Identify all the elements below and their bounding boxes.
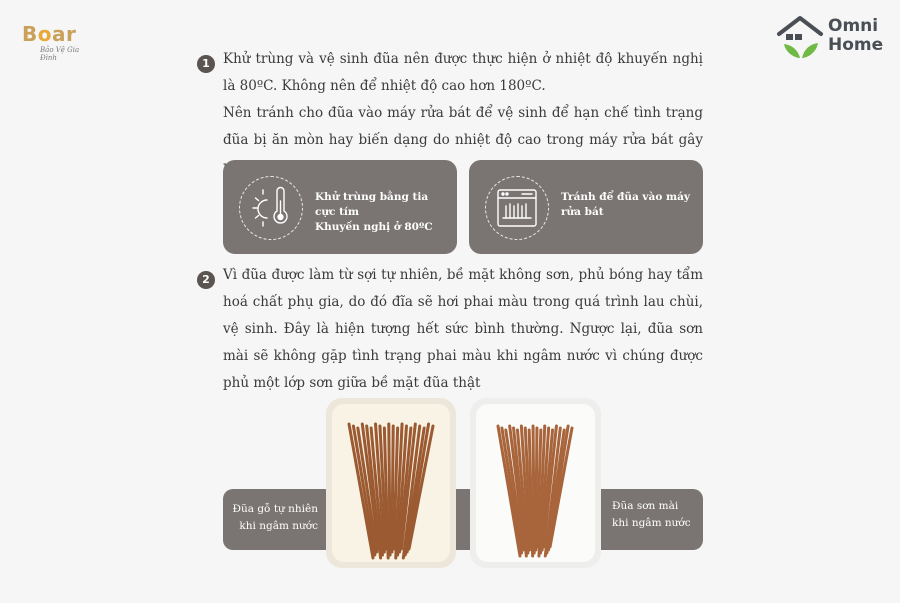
bear-tagline: Bảo Vệ Gia Đình — [40, 46, 80, 62]
bear-logo — [20, 22, 90, 64]
omni-home-logo — [776, 14, 888, 60]
dishwasher-card-text: Tránh để đũa vào máy rửa bát — [561, 191, 690, 218]
uv-card-text: Khử trùng bằng tia cực tím Khuyến nghị ở 80ºC — [315, 191, 433, 233]
chopstick — [389, 424, 390, 555]
house-leaf-icon — [776, 14, 826, 60]
dishwasher-icon — [485, 176, 549, 240]
uv-thermometer-icon — [239, 176, 303, 240]
bear-wordmark: Boar — [22, 22, 77, 46]
step-2-badge: 2 — [197, 271, 215, 289]
dishwasher-card — [469, 160, 703, 254]
section-1-text-2: Nên tránh cho đũa vào máy rửa bát để vệ sinh để hạn chế tình trạng đũa bị ăn mòn hay biến dạng do nhiệt độ cao trong máy rửa bát gây — [223, 105, 703, 148]
natural-chopsticks-photo — [326, 398, 456, 568]
step-1-badge: 1 — [197, 55, 215, 73]
section-2-text: Vì đũa được làm từ sợi tự nhiên, bề mặt không sơn, phủ bóng hay tẩm hoá chất phụ gia, do đó đĩa sẽ hơi phai màu trong quá trình lau chùi, vệ sinh. Đây là hiện tượng hết sức bình thường. Ngược lại, đũa sơn mài sẽ không gặp tình trạng phai màu khi ngâm nước vì chúng được phủ một lớp sơn giữa bề mặt đũa thật — [223, 267, 703, 391]
lacquer-chopsticks-label: Đũa sơn mài khi ngâm nước — [612, 500, 691, 529]
omni-home-name: Omni Home — [828, 16, 884, 55]
uv-sterilize-card — [223, 160, 457, 254]
natural-chopsticks-label: Đũa gỗ tự nhiên khi ngâm nước — [232, 503, 318, 532]
section-1-text: Khử trùng và vệ sinh đũa nên được thực hiện ở nhiệt độ khuyến nghị là 80ºC. Không nên để nhiệt độ cao hơn 180ºC. — [223, 51, 703, 94]
lacquer-chopsticks-photo — [470, 398, 601, 568]
chopstick — [533, 426, 534, 553]
